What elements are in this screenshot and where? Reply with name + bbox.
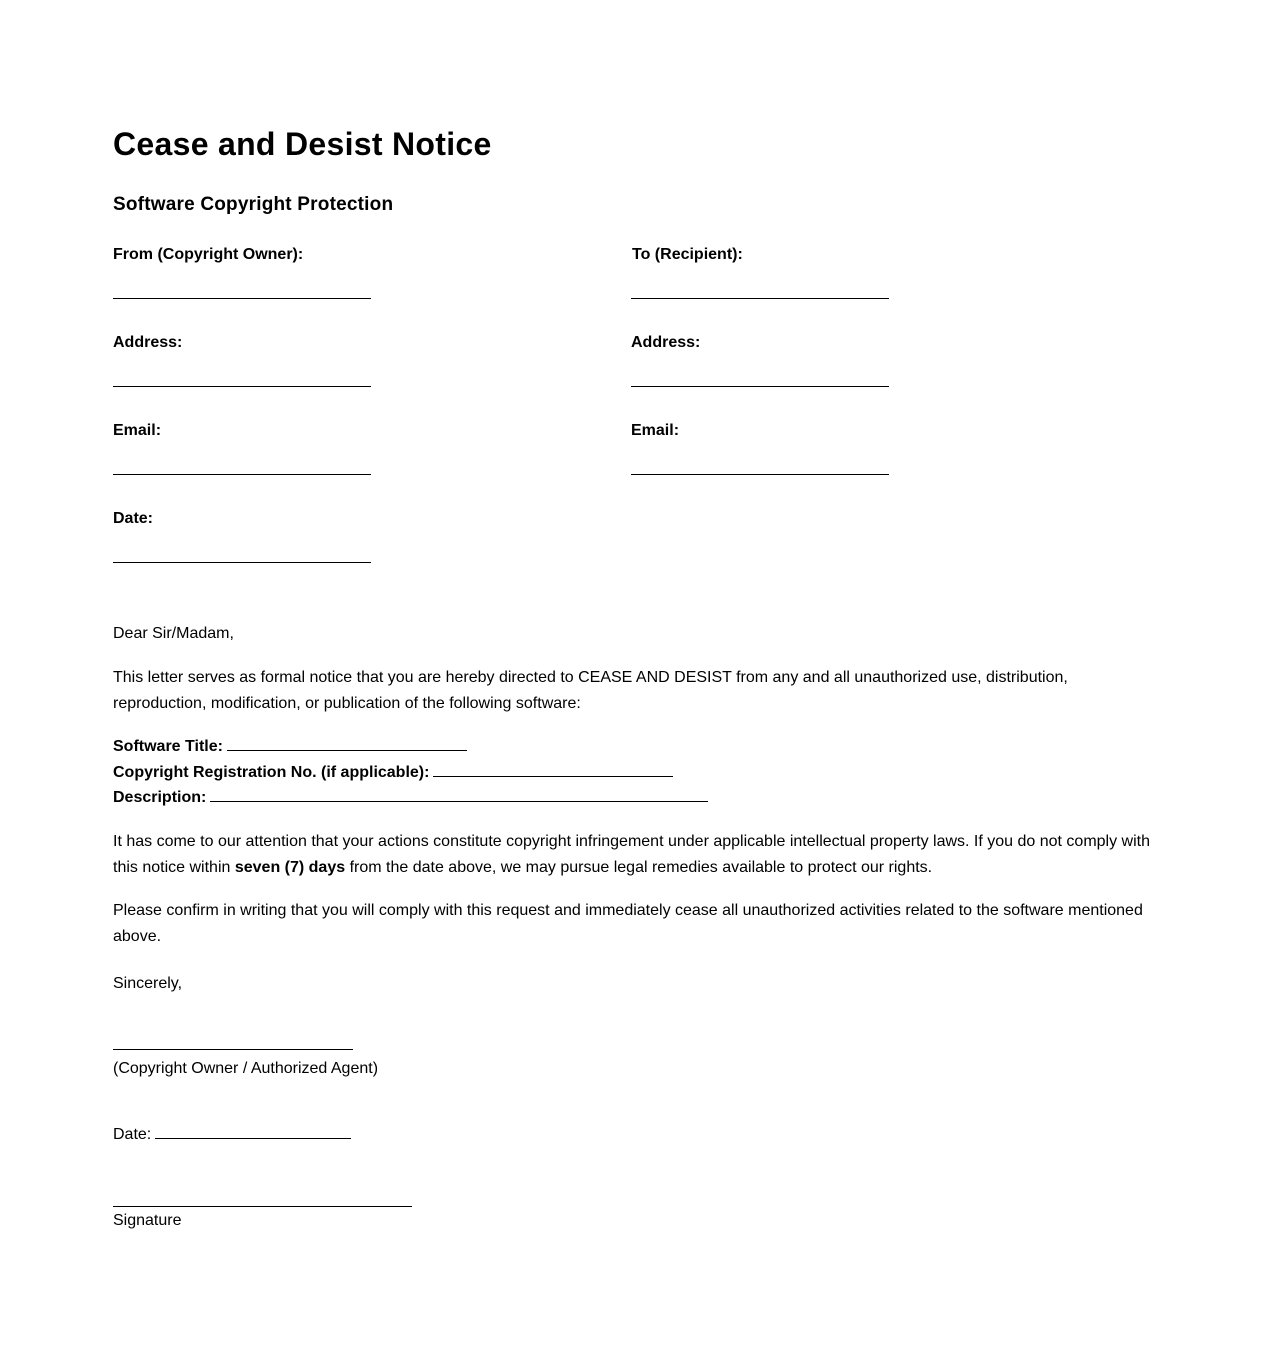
- to-heading: To (Recipient):: [632, 246, 743, 263]
- closing-date-row: [113, 1122, 1163, 1148]
- infringement-text: It has come to our attention that your actions constitute copyright infringement under applicable intellectual property laws. If you do not comply with this notice within: [113, 833, 1151, 876]
- to-address-field[interactable]: [631, 386, 889, 387]
- to-email-field[interactable]: [631, 474, 889, 475]
- to-address-label: Address:: [631, 334, 701, 351]
- software-title-label: Software Title:: [113, 738, 223, 755]
- signature-caption: Signature: [113, 1212, 182, 1229]
- from-email-field[interactable]: [113, 474, 371, 475]
- software-title-row: [113, 734, 1163, 760]
- description-field[interactable]: [210, 787, 708, 802]
- registration-row: [113, 760, 1163, 786]
- page-title: Cease and Desist Notice: [113, 126, 492, 162]
- closing-date-field[interactable]: [155, 1124, 351, 1139]
- confirm-paragraph: Please confirm in writing that you will comply with this request and immediately cease all unauthorized activities related to the software mentioned above.: [113, 902, 1143, 945]
- page-subtitle: Software Copyright Protection: [113, 194, 394, 215]
- description-row: [113, 785, 1163, 811]
- from-address-field[interactable]: [113, 386, 371, 387]
- deadline-text: seven (7) days: [234, 858, 346, 876]
- infringement-text-end: from the date above, we may pursue legal remedies available to protect our rights.: [345, 858, 933, 876]
- registration-field[interactable]: [433, 762, 673, 777]
- from-address-label: Address:: [113, 334, 183, 351]
- closing-date-label: Date:: [113, 1126, 152, 1143]
- registration-label: Copyright Registration No. (if applicable):: [113, 764, 430, 781]
- from-name-field[interactable]: [113, 298, 371, 299]
- owner-caption: (Copyright Owner / Authorized Agent): [113, 1060, 379, 1077]
- infringement-paragraph: [113, 829, 1163, 880]
- to-email-label: Email:: [631, 422, 680, 439]
- from-date-field[interactable]: [113, 562, 371, 563]
- owner-name-field[interactable]: [113, 1049, 353, 1050]
- from-date-label: Date:: [113, 510, 154, 527]
- software-title-field[interactable]: [227, 736, 467, 751]
- from-email-label: Email:: [113, 422, 162, 439]
- intro-paragraph: This letter serves as formal notice that you are hereby directed to CEASE AND DESIST from any and all unauthorized use, distribution, reproduction, modification, or publication of the following software:: [113, 669, 1068, 712]
- closing: Sincerely,: [113, 975, 183, 992]
- salutation: Dear Sir/Madam,: [113, 625, 234, 642]
- from-heading: From (Copyright Owner):: [113, 246, 304, 263]
- signature-field[interactable]: [113, 1206, 412, 1207]
- description-label: Description:: [113, 789, 207, 806]
- to-name-field[interactable]: [631, 298, 889, 299]
